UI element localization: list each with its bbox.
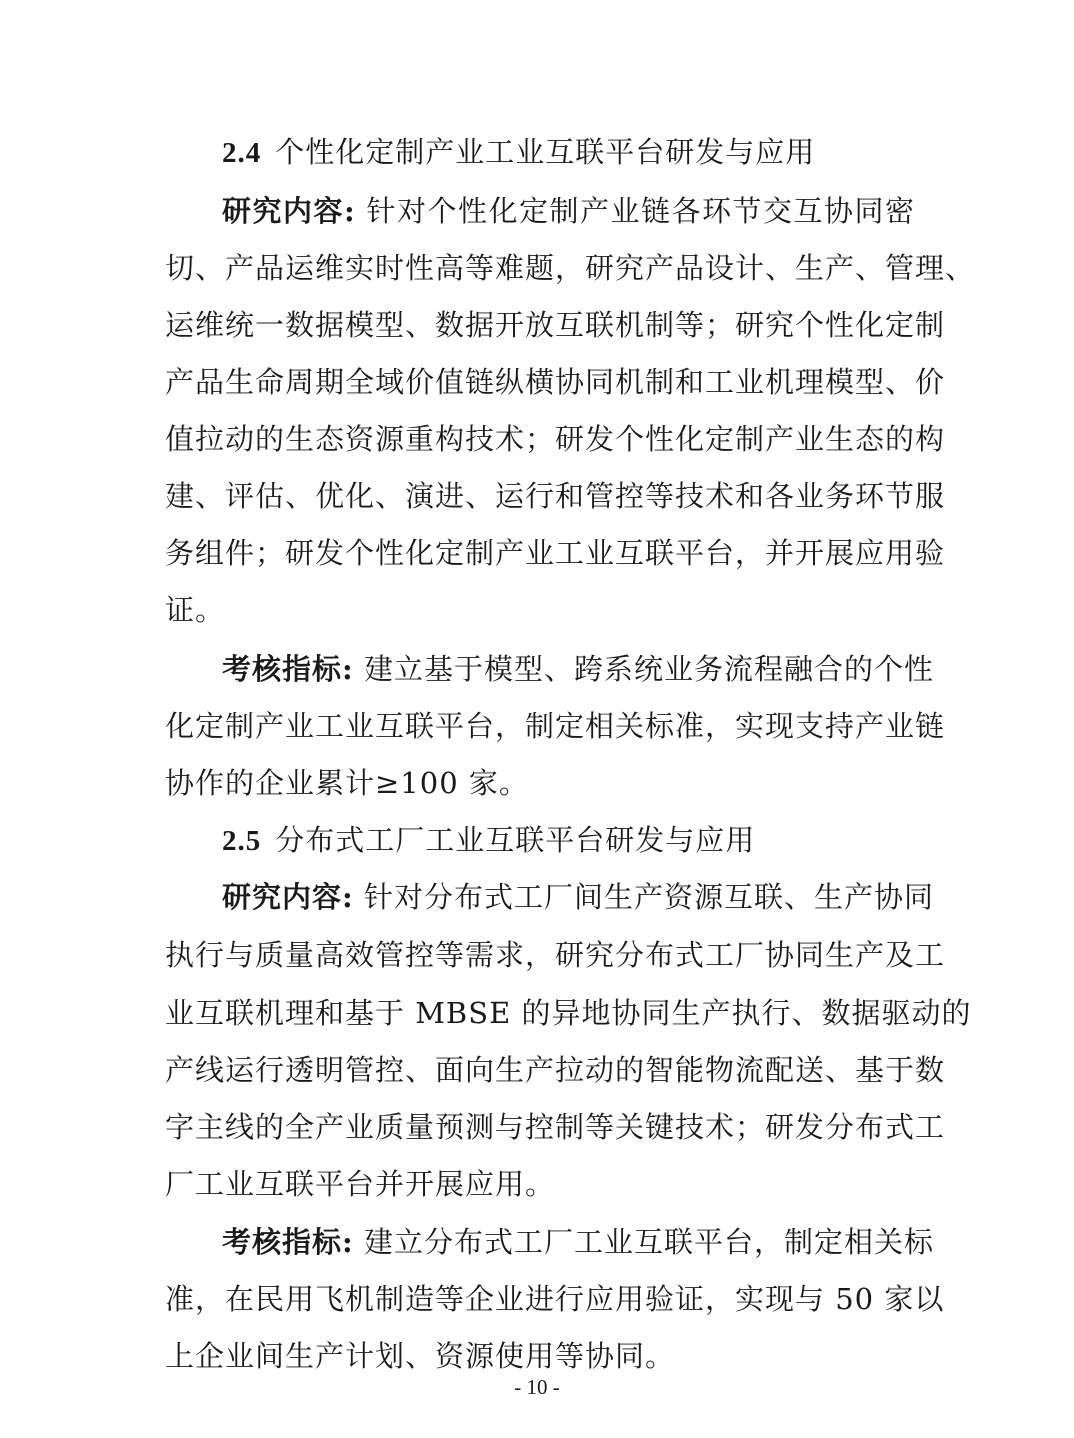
section-2-4-research-line-2: 切、产品运维实时性高等难题，研究产品设计、生产、管理、: [165, 251, 976, 285]
section-2-4-research-line-3: 运维统一数据模型、数据开放互联机制等；研究个性化定制: [165, 308, 946, 342]
section-2-4-research-line-7: 务组件；研发个性化定制产业工业互联平台，并开展应用验: [165, 536, 946, 570]
section-2-5-number: 2.5: [222, 825, 262, 857]
section-2-4-research-line-5: 值拉动的生态资源重构技术；研发个性化定制产业生态的构: [165, 422, 946, 456]
section-2-4-assessment-line-3: 协作的企业累计≥100 家。: [165, 766, 529, 800]
research-label: 研究内容:: [222, 194, 356, 228]
section-2-5-research-line-3: 业互联机理和基于 MBSE 的异地协同生产执行、数据驱动的: [165, 996, 972, 1030]
assessment-label: 考核指标:: [222, 652, 354, 686]
section-2-5-assessment-line-2: 准，在民用飞机制造等企业进行应用验证，实现与 50 家以: [165, 1282, 945, 1316]
section-2-5-research-line-6: 厂工业互联平台并开展应用。: [165, 1167, 556, 1201]
section-2-4-heading: [222, 123, 815, 181]
paragraph-text: 针对分布式工厂间生产资源互联、生产协同: [363, 880, 934, 914]
section-2-4-research-line-6: 建、评估、优化、演进、运行和管控等技术和各业务环节服: [165, 479, 946, 513]
section-2-5-title: 分布式工厂工业互联平台研发与应用: [275, 823, 756, 857]
section-2-4-title: 个性化定制产业工业互联平台研发与应用: [275, 135, 816, 169]
paragraph-text: 针对个性化定制产业链各环节交互协同密: [366, 194, 915, 228]
page-number: - 10 -: [514, 1375, 560, 1399]
section-2-5-assessment-line-3: 上企业间生产计划、资源使用等协同。: [165, 1339, 676, 1373]
section-2-4-research-line-4: 产品生命周期全域价值链纵横协同机制和工业机理模型、价: [165, 365, 946, 399]
section-2-5-assessment-line-1: [222, 1213, 934, 1271]
section-2-5-heading: [222, 811, 755, 869]
section-2-5-research-line-1: [222, 868, 934, 926]
research-label: 研究内容:: [222, 880, 354, 914]
section-2-5-research-line-5: 字主线的全产业质量预测与控制等关键技术；研发分布式工: [165, 1110, 946, 1144]
section-2-4-research-line-8: 证。: [165, 593, 226, 627]
section-2-5-research-line-4: 产线运行透明管控、面向生产拉动的智能物流配送、基于数: [165, 1053, 946, 1087]
section-2-4-research-line-1: [222, 182, 915, 240]
assessment-label: 考核指标:: [222, 1225, 354, 1259]
section-2-4-number: 2.4: [222, 137, 262, 169]
section-2-4-assessment-line-1: [222, 640, 934, 698]
paragraph-text: 建立基于模型、跨系统业务流程融合的个性: [363, 652, 934, 686]
section-2-4-assessment-line-2: 化定制产业工业互联平台，制定相关标准，实现支持产业链: [165, 709, 946, 743]
paragraph-text: 建立分布式工厂工业互联平台，制定相关标: [363, 1225, 934, 1259]
section-2-5-research-line-2: 执行与质量高效管控等需求，研究分布式工厂协同生产及工: [165, 938, 946, 972]
